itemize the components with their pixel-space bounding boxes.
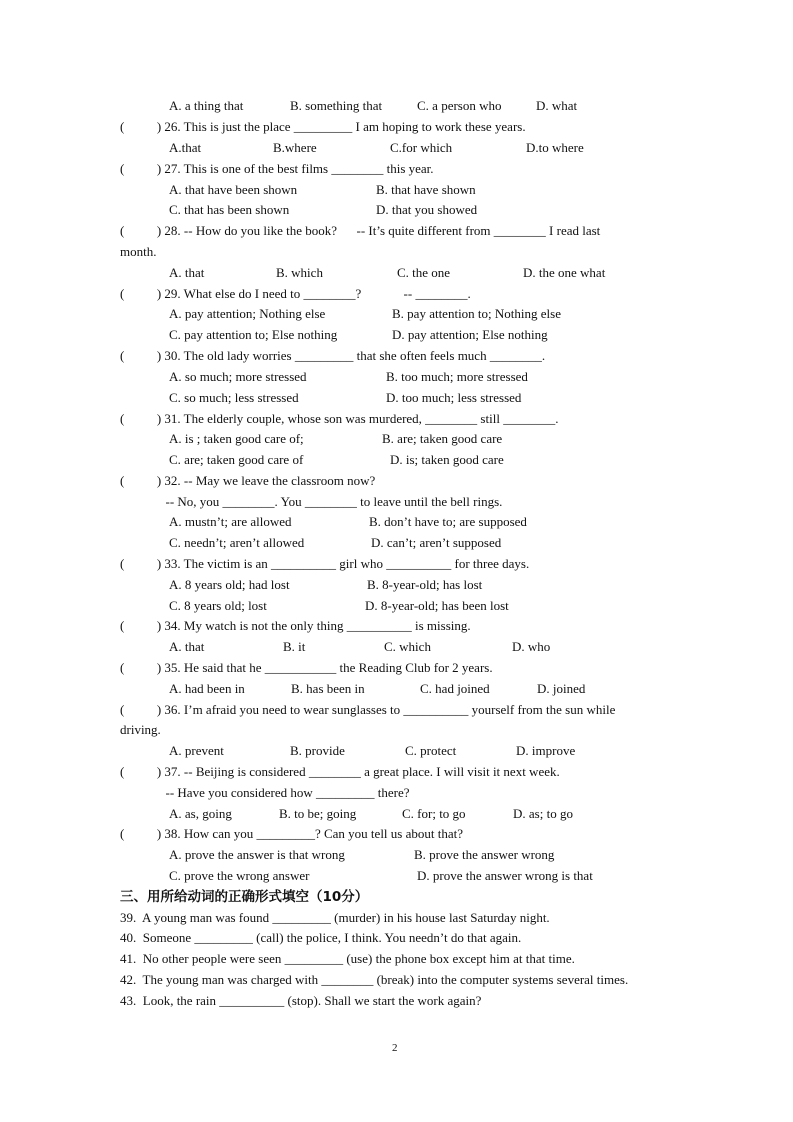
q26-option-a: A.that <box>169 140 202 155</box>
q36-options <box>120 742 680 760</box>
q25-option-c: C. a person who <box>417 98 502 113</box>
q34-stem: ( ) 34. My watch is not the only thing __________ is missing. <box>120 618 471 633</box>
q33-option-c: C. 8 years old; lost <box>169 598 267 613</box>
q27-options-row1 <box>120 181 680 199</box>
q28-option-d: D. the one what <box>523 265 606 280</box>
q29-stem: ( ) 29. What else do I need to ________? -- ________. <box>120 286 471 301</box>
q27-option-a: A. that have been shown <box>169 182 298 197</box>
q31-option-d: D. is; taken good care <box>390 452 504 467</box>
q29-option-a: A. pay attention; Nothing else <box>169 306 326 321</box>
q29-option-c: C. pay attention to; Else nothing <box>169 327 338 342</box>
q31-option-a: A. is ; taken good care of; <box>169 431 304 446</box>
q36-option-c: C. protect <box>405 743 457 758</box>
q26-stem: ( ) 26. This is just the place _________ I am hoping to work these years. <box>120 119 526 134</box>
q38-option-d: D. prove the answer wrong is that <box>417 868 593 883</box>
q34-option-a: A. that <box>169 639 205 654</box>
q35-option-b: B. has been in <box>291 681 365 696</box>
q35-option-c: C. had joined <box>420 681 490 696</box>
q38-option-b: B. prove the answer wrong <box>414 847 555 862</box>
section-3-heading: 三、用所给动词的正确形式填空（10分） <box>120 889 369 905</box>
q32-options-row2 <box>120 534 680 552</box>
q37-options <box>120 805 680 823</box>
q32-stem-cont: -- No, you ________. You ________ to leave until the bell rings. <box>120 494 503 509</box>
q37-stem: ( ) 37. -- Beijing is considered ________ a great place. I will visit it next week. <box>120 764 560 779</box>
q38-options-row1 <box>120 846 680 864</box>
q32-stem: ( ) 32. -- May we leave the classroom now? <box>120 473 376 488</box>
q31-options-row2 <box>120 451 680 469</box>
q34-option-c: C. which <box>384 639 431 654</box>
q27-options-row2 <box>120 201 680 219</box>
q36-option-a: A. prevent <box>169 743 224 758</box>
q29-option-d: D. pay attention; Else nothing <box>392 327 548 342</box>
q25-option-d: D. what <box>536 98 578 113</box>
q29-option-b: B. pay attention to; Nothing else <box>392 306 561 321</box>
q38-option-c: C. prove the wrong answer <box>169 868 310 883</box>
fill-item-41: 41. No other people were seen _________ (use) the phone box except him at that time. <box>120 951 575 966</box>
q33-stem: ( ) 33. The victim is an __________ girl who __________ for three days. <box>120 556 530 571</box>
q31-stem: ( ) 31. The elderly couple, whose son was murdered, ________ still ________. <box>120 411 559 426</box>
q32-option-a: A. mustn’t; are allowed <box>169 514 292 529</box>
q32-option-c: C. needn’t; aren’t allowed <box>169 535 305 550</box>
q37-option-b: B. to be; going <box>279 806 357 821</box>
q28-option-c: C. the one <box>397 265 451 280</box>
q27-option-c: C. that has been shown <box>169 202 290 217</box>
q35-option-d: D. joined <box>537 681 586 696</box>
q31-option-b: B. are; taken good care <box>382 431 503 446</box>
q37-option-a: A. as, going <box>169 806 232 821</box>
q26-option-b: B.where <box>273 140 317 155</box>
q30-option-b: B. too much; more stressed <box>386 369 528 384</box>
q29-options-row2 <box>120 326 680 344</box>
q33-options-row2 <box>120 597 680 615</box>
q36-option-b: B. provide <box>290 743 345 758</box>
q34-option-b: B. it <box>283 639 306 654</box>
q34-option-d: D. who <box>512 639 551 654</box>
fill-item-39: 39. A young man was found _________ (murder) in his house last Saturday night. <box>120 910 550 925</box>
q35-stem: ( ) 35. He said that he ___________ the Reading Club for 2 years. <box>120 660 493 675</box>
fill-item-42: 42. The young man was charged with ________ (break) into the computer systems several times. <box>120 972 629 987</box>
q30-option-c: C. so much; less stressed <box>169 390 299 405</box>
q27-option-b: B. that have shown <box>376 182 476 197</box>
q31-option-c: C. are; taken good care of <box>169 452 304 467</box>
q31-options-row1 <box>120 430 680 448</box>
q33-option-a: A. 8 years old; had lost <box>169 577 290 592</box>
q33-options-row1 <box>120 576 680 594</box>
q26-option-d: D.to where <box>526 140 584 155</box>
q36-option-d: D. improve <box>516 743 576 758</box>
q25-options <box>120 97 680 115</box>
q36-stem: ( ) 36. I’m afraid you need to wear sunglasses to __________ yourself from the sun while <box>120 702 616 717</box>
q29-options-row1 <box>120 305 680 323</box>
q34-options <box>120 638 680 656</box>
q28-options <box>120 264 680 282</box>
q25-option-a: A. a thing that <box>169 98 244 113</box>
q32-option-d: D. can’t; aren’t supposed <box>371 535 502 550</box>
q33-option-b: B. 8-year-old; has lost <box>367 577 483 592</box>
q35-options <box>120 680 680 698</box>
q30-option-d: D. too much; less stressed <box>386 390 522 405</box>
page-number: 2 <box>392 1042 398 1054</box>
q30-option-a: A. so much; more stressed <box>169 369 307 384</box>
q32-options-row1 <box>120 513 680 531</box>
q28-option-b: B. which <box>276 265 323 280</box>
q26-option-c: C.for which <box>390 140 453 155</box>
q30-stem: ( ) 30. The old lady worries _________ that she often feels much ________. <box>120 348 546 363</box>
q38-stem: ( ) 38. How can you _________? Can you tell us about that? <box>120 826 463 841</box>
q25-option-b: B. something that <box>290 98 383 113</box>
q28-stem: ( ) 28. -- How do you like the book? -- It’s quite different from ________ I read last <box>120 223 601 238</box>
q30-options-row2 <box>120 389 680 407</box>
fill-item-43: 43. Look, the rain __________ (stop). Shall we start the work again? <box>120 993 482 1008</box>
q27-option-d: D. that you showed <box>376 202 478 217</box>
q32-option-b: B. don’t have to; are supposed <box>369 514 527 529</box>
q37-stem-cont: -- Have you considered how _________ there? <box>120 785 410 800</box>
q33-option-d: D. 8-year-old; has been lost <box>365 598 509 613</box>
q27-stem: ( ) 27. This is one of the best films ________ this year. <box>120 161 434 176</box>
q37-option-d: D. as; to go <box>513 806 573 821</box>
q28-stem-cont: month. <box>120 244 157 259</box>
q28-option-a: A. that <box>169 265 205 280</box>
q38-option-a: A. prove the answer is that wrong <box>169 847 345 862</box>
q38-options-row2 <box>120 867 680 885</box>
q37-option-c: C. for; to go <box>402 806 466 821</box>
q26-options <box>120 139 680 157</box>
fill-item-40: 40. Someone _________ (call) the police, I think. You needn’t do that again. <box>120 930 522 945</box>
q30-options-row1 <box>120 368 680 386</box>
q36-stem-cont: driving. <box>120 722 161 737</box>
q35-option-a: A. had been in <box>169 681 245 696</box>
